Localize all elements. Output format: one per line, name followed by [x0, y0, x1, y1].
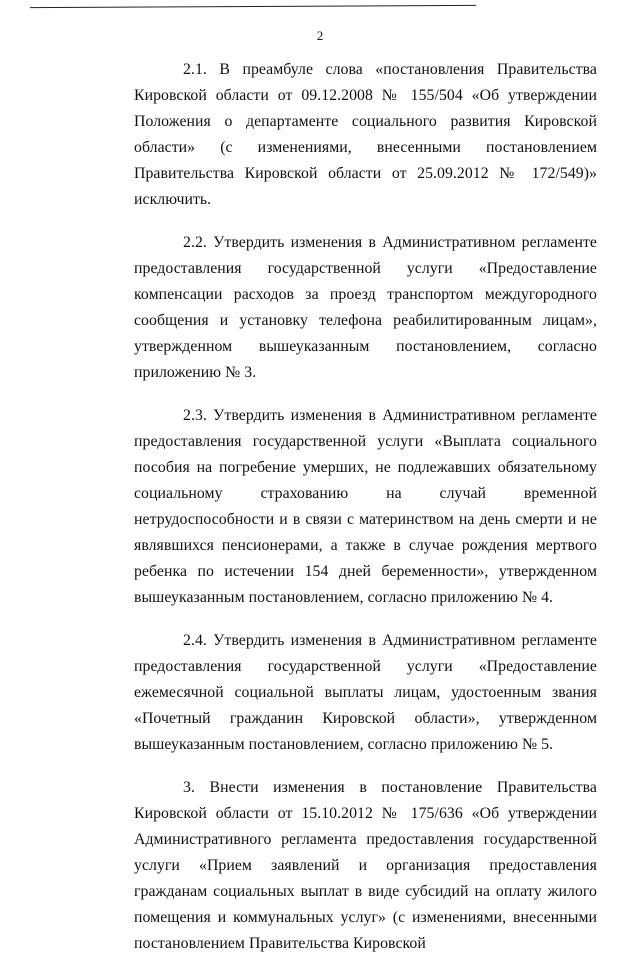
page-number: 2	[316, 28, 324, 43]
paragraph-2-4: 2.4. Утвердить изменения в Административном регламенте предоставления государственной услуги «Предоставление ежемесячной социальной выплаты лицам, удостоенным звания «Почетный гражданин Кировской области», утвержденном вышеуказанным постановлением, согласно приложению № 5.	[134, 632, 597, 753]
top-rule-line	[30, 5, 476, 8]
document-body	[134, 57, 597, 974]
paragraph-2-1: 2.1. В преамбуле слова «постановления Правительства Кировской области от 09.12.2008 № 155/504 «Об утверждении Положения о департаменте социального развития Кировской области» (с изменениями, внесенными постановлением Правительства Кировской области от 25.09.2012 № 172/549)» исключить.	[134, 61, 597, 208]
paragraph-2-2: 2.2. Утвердить изменения в Административном регламенте предоставления государственной услуги «Предоставление компенсации расходов за проезд транспортом междугородного сообщения и установку телефона реабилитированным лицам», утвержденном вышеуказанным постановлением, согласно приложению № 3.	[134, 234, 597, 381]
paragraph-3: 3. Внести изменения в постановление Правительства Кировской области от 15.10.2012 № 175/636 «Об утверждении Административного регламента предоставления государственной услуги «Прием заявлений и организация предоставления гражданам социальных выплат в виде субсидий на оплату жилого помещения и коммунальных услуг» (с изменениями, внесенными постановлением Правительства Кировской	[134, 779, 597, 952]
paragraph-2-3: 2.3. Утвердить изменения в Административном регламенте предоставления государственной услуги «Выплата социального пособия на погребение умерших, не подлежавших обязательному социальному страхованию на случай временной нетрудоспособности и в связи с материнством на день смерти и не являвшихся пенсионерами, а также в случае рождения мертвого ребенка по истечении 154 дней беременности», утвержденном вышеуказанным постановлением, согласно приложению № 4.	[134, 407, 597, 606]
